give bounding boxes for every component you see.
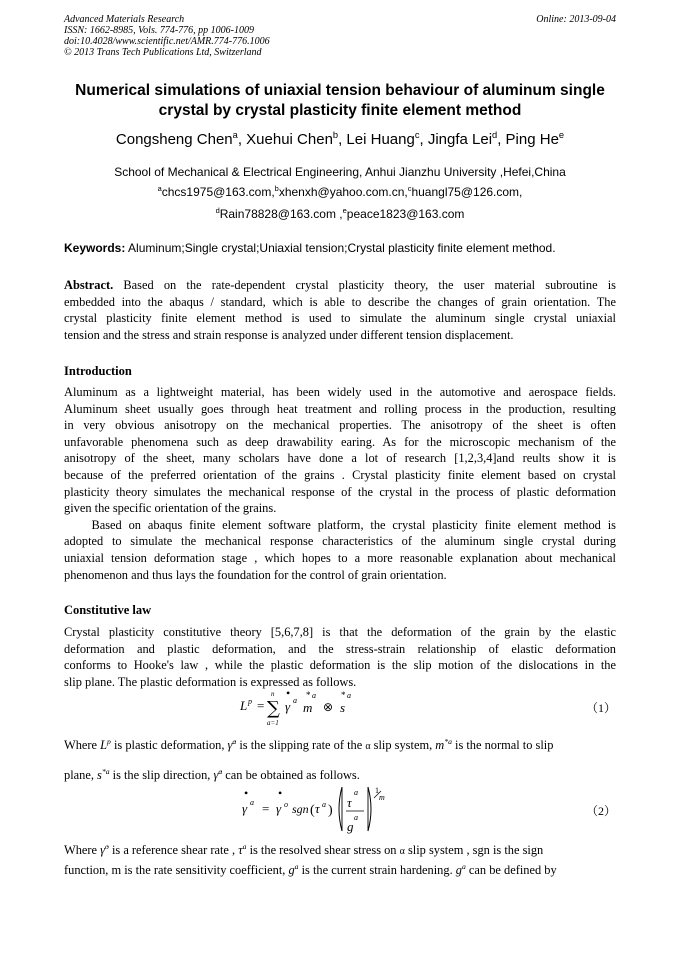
svg-text:γ: γ — [285, 699, 291, 714]
author-list: Congsheng Chen$^a$, Xuehui Chen$^b$, Lei Huang$^c$, Jingfa Lei$^d$, Ping He$^e$ — [115, 130, 565, 148]
abstract-label: Abstract. — [64, 278, 114, 292]
math-gamma-dot: γ̇$^a$ — [227, 736, 237, 752]
author-sup: b — [332, 130, 339, 140]
journal-header — [64, 14, 616, 58]
author-name: Jingfa Lei — [427, 131, 493, 148]
author-name: Ping He — [505, 131, 559, 148]
author-name: Xuehui Chen — [246, 131, 333, 148]
keywords — [64, 240, 624, 256]
intro-line: uniaxial tension deformation stage , which hopes to a more reasonable explanation about mechanical — [64, 550, 616, 565]
where-line-3 — [64, 842, 616, 860]
svg-text:a: a — [347, 691, 351, 700]
email-sup: e — [342, 206, 347, 215]
intro-line: in very obvious anisotropy on the mechanical properties. The anisotropy of the sheet is often — [64, 418, 616, 433]
text: is the slip direction, — [109, 768, 214, 782]
paper-title — [64, 81, 616, 121]
svg-text:∑: ∑ — [267, 698, 280, 719]
intro-line: unfavorable phenomena such as deep drawability earing. As for the microscopic mechanism of the — [64, 434, 616, 449]
copyright-line: © 2013 Trans Tech Publications Ltd, Switzerland — [64, 47, 262, 58]
svg-text:a: a — [322, 800, 326, 809]
email-a[interactable]: chcs1975@163.com, — [161, 185, 275, 199]
intro-line: anisotropy of the sheet, many scholars have done a lot of research [1,2,3,4]and reults show it is — [64, 451, 616, 466]
svg-text:a: a — [293, 696, 297, 705]
svg-text:m: m — [303, 700, 313, 715]
const-line: slip plane. The plastic deformation is expressed as follows. — [64, 674, 357, 689]
svg-text:⊗: ⊗ — [323, 700, 334, 714]
section-heading-constitutive-law: Constitutive law — [64, 603, 152, 617]
title-line-1: Numerical simulations of uniaxial tension behaviour of aluminum single — [75, 82, 605, 99]
email-line-2 — [64, 206, 616, 222]
intro-line: because of the preferred orientation of the grains . Crystal plasticity finite element based on crystal — [64, 467, 616, 482]
svg-text:τ: τ — [315, 801, 320, 816]
text: Where — [64, 738, 101, 752]
alpha-symbol: α — [365, 741, 371, 752]
svg-text:*: * — [306, 690, 311, 700]
svg-text:=: = — [262, 801, 270, 816]
equation-1 — [236, 688, 386, 728]
svg-text:a: a — [354, 813, 358, 822]
abstract-line: crystal plasticity finite element method is used to simulate the aluminum single crystal uniaxial — [64, 311, 616, 326]
svg-text:a: a — [354, 788, 358, 797]
const-line: conforms to Hooke's law , while the plastic deformation is the slip motion of the dislocations in the — [64, 658, 616, 673]
issn-line: ISSN: 1662-8985, Vols. 774-776, pp 1006-1009 — [64, 25, 254, 36]
svg-text:•: • — [278, 786, 283, 800]
svg-text:=: = — [257, 698, 265, 713]
math-g: $g^a$ — [288, 861, 299, 877]
svg-text:s: s — [340, 700, 346, 715]
svg-text:(: ( — [310, 803, 315, 818]
text: can be defined by — [465, 863, 557, 877]
math-tau: $\tau^a$ — [238, 841, 247, 857]
svg-text:o: o — [284, 800, 288, 809]
svg-text:m: m — [379, 793, 385, 802]
where-line-4 — [64, 862, 616, 878]
text: function, m is the rate sensitivity coefficient, — [64, 863, 289, 877]
email-c[interactable]: huangl75@126.com, — [411, 185, 523, 199]
text: Where — [64, 843, 101, 857]
text: slip system, — [370, 738, 436, 752]
math-m-star: $m^{*a}$ — [435, 736, 452, 752]
alpha-symbol: α — [399, 846, 405, 857]
intro-line: Based on abaqus finite element software platform, the crystal plasticity finite element method is — [64, 517, 616, 532]
text: plane, — [64, 768, 98, 782]
author-sup: e — [558, 130, 565, 140]
abstract — [64, 277, 616, 343]
math-s-star: $s^{*a}$ — [97, 766, 110, 782]
svg-text:L: L — [240, 698, 248, 713]
email-d[interactable]: Rain78828@163.com , — [219, 207, 343, 221]
math-Lp: $L^p$ — [100, 736, 111, 752]
intro-line: adopted to simulate the mechanical response characteristics of the aluminum single crystal during — [64, 534, 616, 549]
text: is the current strain hardening. — [298, 863, 456, 877]
intro-line: Aluminum as a lightweight material, has been widely used in the automotive and aerospace fields. — [64, 385, 616, 399]
equation-2-number: （2） — [586, 804, 617, 818]
math-gamma-zero: γ̇$^o$ — [100, 841, 109, 857]
svg-text:a: a — [312, 691, 316, 700]
section-heading-introduction: Introduction — [64, 364, 132, 378]
email-b[interactable]: xhenxh@yahoo.com.cn, — [278, 185, 408, 199]
svg-text:a=1: a=1 — [267, 719, 279, 727]
journal-name: Advanced Materials Research — [64, 14, 185, 25]
text: is plastic deformation, — [110, 738, 228, 752]
equation-2 — [238, 783, 398, 835]
intro-line: plasticity theory simulates the mechanical response of the crystal in the process of plastic deformation — [64, 484, 616, 499]
where-line-2 — [64, 767, 616, 783]
abstract-line: embedded into the abaqus / standard, which is able to describe the changes of grain orientation. The — [64, 294, 616, 309]
const-line: Crystal plasticity constitutive theory [5,6,7,8] is that the deformation of the grain by the elastic — [64, 625, 616, 639]
title-line-2: crystal by crystal plasticity finite element method — [158, 102, 522, 119]
intro-line: given the specific orientation of the grains. — [64, 501, 277, 516]
text: is the resolved shear stress on — [246, 843, 400, 857]
svg-text:γ: γ — [242, 801, 248, 816]
author-sup: c — [414, 130, 420, 140]
svg-text:τ: τ — [347, 795, 352, 810]
author-sup: a — [232, 130, 238, 140]
author-name: Congsheng Chen — [115, 131, 233, 148]
text: is the slipping rate of the — [236, 738, 366, 752]
math-g: $g^a$ — [455, 861, 466, 877]
email-sup: d — [215, 206, 220, 215]
text: can be obtained as follows. — [222, 768, 360, 782]
email-e[interactable]: peace1823@163.com — [346, 207, 465, 221]
constitutive-body — [64, 624, 616, 690]
keywords-text: Aluminum;Single crystal;Uniaxial tension;Crystal plasticity finite element method. — [125, 241, 556, 255]
const-line: deformation and plastic deformation, and the stress-strain relationship of elastic deformation — [64, 641, 616, 656]
email-sup: a — [157, 184, 162, 193]
doi-line[interactable]: doi:10.4028/www.scientific.net/AMR.774-776.1006 — [64, 36, 270, 47]
intro-line: phenomenon and thus lays the foundation for the control of grain orientation. — [64, 567, 447, 582]
svg-text:*: * — [341, 690, 346, 700]
author-sup: d — [492, 130, 498, 140]
abstract-text: Based on the rate-dependent crystal plasticity theory, the user material subroutine is — [113, 278, 616, 292]
where-line-1 — [64, 737, 616, 755]
abstract-line — [64, 277, 616, 294]
abstract-line: tension and the stress and strain response is analyzed under different tension displacement. — [64, 327, 514, 342]
equation-1-number: （1） — [586, 701, 617, 715]
author-name: Lei Huang — [346, 131, 415, 148]
introduction-body — [64, 384, 616, 583]
intro-line: Aluminum sheet usually goes through heat treatment and rolling process in the production, resulting — [64, 401, 616, 416]
svg-text:sgn: sgn — [292, 802, 309, 816]
svg-text:•: • — [286, 688, 291, 700]
affiliation: School of Mechanical & Electrical Engineering, Anhui Jianzhu University ,Hefei,China — [114, 165, 566, 179]
svg-text:γ: γ — [276, 801, 282, 816]
online-date: Online: 2013-09-04 — [536, 14, 616, 25]
email-sup: b — [274, 184, 279, 193]
text: slip system , sgn is the sign — [404, 843, 544, 857]
svg-text:a: a — [250, 798, 254, 807]
svg-text:•: • — [244, 786, 249, 800]
math-gamma-dot: γ̇$^a$ — [213, 766, 223, 782]
svg-text:1: 1 — [375, 786, 379, 795]
svg-text:): ) — [328, 803, 333, 818]
svg-text:g: g — [347, 819, 354, 834]
text: is the normal to slip — [451, 738, 554, 752]
keywords-label: Keywords: — [64, 241, 126, 255]
svg-text:n: n — [271, 690, 275, 698]
text: is a reference shear rate , — [108, 843, 239, 857]
email-line-1 — [64, 184, 616, 200]
email-sup: c — [407, 184, 412, 193]
svg-text:p: p — [248, 697, 252, 706]
